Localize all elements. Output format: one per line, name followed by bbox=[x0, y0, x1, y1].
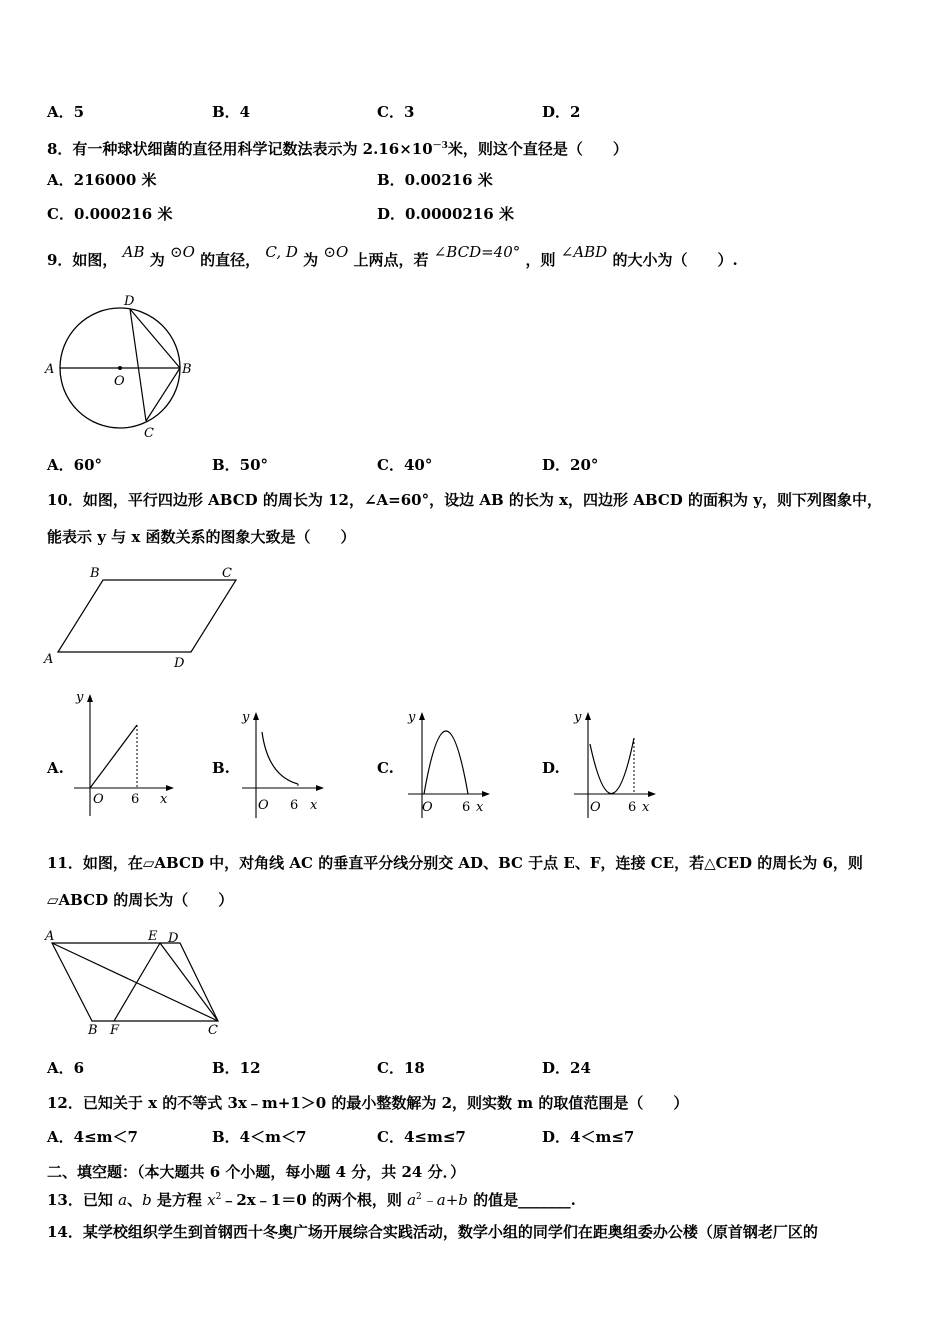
segment-ce bbox=[160, 943, 218, 1021]
label-b: B bbox=[182, 362, 192, 377]
q13-var-b: b bbox=[142, 1191, 152, 1209]
q10-graph-c bbox=[400, 706, 492, 822]
q11-stem-line2: ▱ABCD 的周长为（ ） bbox=[47, 891, 234, 909]
section-2-title: 二、填空题：（本大题共 6 个小题，每小题 4 分，共 24 分．） bbox=[47, 1163, 466, 1181]
q11-parallelogram-figure bbox=[40, 926, 230, 1038]
q8-option-b: B．0.00216 米 bbox=[377, 171, 493, 189]
q9-math-ab: AB bbox=[122, 243, 145, 261]
q10-graph-label-d: D. bbox=[542, 759, 560, 777]
q8-stem-a: 8．有一种球状细菌的直径用科学记数法表示为 2.16×10 bbox=[47, 140, 433, 158]
axis-x: x bbox=[642, 800, 650, 815]
q9-math-cd: C, D bbox=[265, 243, 298, 261]
q7-option-a: A．5 bbox=[47, 103, 85, 121]
axis-y: y bbox=[76, 690, 84, 705]
axis-x: x bbox=[476, 800, 484, 815]
q11-option-b: B．12 bbox=[212, 1059, 261, 1077]
chord-cb bbox=[146, 368, 180, 421]
q9-text-4: 为 bbox=[303, 251, 319, 269]
q12-stem: 12．已知关于 x 的不等式 3x﹣m+1＞0 的最小整数解为 2，则实数 m 的取值范围是（ ） bbox=[47, 1094, 689, 1112]
diagonal-ac bbox=[52, 943, 218, 1021]
center-dot bbox=[118, 366, 122, 370]
q7-option-c: C．3 bbox=[377, 103, 415, 121]
q13-text-3: 的值是_______. bbox=[473, 1191, 576, 1209]
q13-expr-a: a bbox=[407, 1191, 417, 1209]
q12-option-a: A．4≤m＜7 bbox=[47, 1128, 138, 1146]
q8-option-c: C．0.000216 米 bbox=[47, 205, 173, 223]
label-d: D bbox=[124, 294, 135, 309]
q10-graph-b bbox=[234, 706, 326, 822]
axis-y: y bbox=[242, 710, 250, 725]
q9-text-5: 上两点，若 bbox=[353, 251, 429, 269]
q13-sup-2: 2 bbox=[416, 1192, 422, 1202]
graph-b-curve bbox=[262, 732, 298, 784]
label-f: F bbox=[110, 1023, 120, 1038]
q8-option-a: A．216000 米 bbox=[47, 171, 157, 189]
q13-expr-rest: ﹣a+b bbox=[421, 1191, 468, 1209]
q9-math-circle-1: ⊙O bbox=[170, 243, 195, 261]
label-e: E bbox=[148, 929, 158, 944]
graph-d-curve bbox=[590, 738, 634, 794]
axis-o: O bbox=[93, 792, 104, 807]
q9-option-c: C．40° bbox=[377, 456, 433, 474]
q9-option-b: B．50° bbox=[212, 456, 269, 474]
graph-c-curve bbox=[424, 731, 468, 794]
q9-text-3: 的直径， bbox=[200, 251, 261, 269]
label-d: D bbox=[174, 656, 185, 671]
q9-math-circle-2: ⊙O bbox=[323, 243, 349, 261]
parallelogram-abcd bbox=[58, 580, 236, 652]
axis-o: O bbox=[590, 800, 601, 815]
q13-sup-1: 2 bbox=[215, 1192, 222, 1202]
q10-stem-line1: 10．如图，平行四边形 ABCD 的周长为 12，∠A=60°，设边 AB 的长为 x，四边形 ABCD 的面积为 y，则下列图象中， bbox=[47, 491, 882, 509]
axis-six: 6 bbox=[131, 792, 140, 807]
q7-option-b: B．4 bbox=[212, 103, 251, 121]
axis-y: y bbox=[574, 710, 582, 725]
q10-stem-line2: 能表示 y 与 x 函数关系的图象大致是（ ） bbox=[47, 528, 356, 546]
q9-stem bbox=[47, 240, 738, 272]
q12-option-b: B．4＜m＜7 bbox=[212, 1128, 307, 1146]
q7-option-d: D．2 bbox=[542, 103, 581, 121]
q13-text-1: 13．已知 bbox=[47, 1191, 113, 1209]
axis-six: 6 bbox=[628, 800, 637, 815]
label-c: C bbox=[222, 566, 232, 581]
q10-parallelogram-figure bbox=[40, 562, 245, 674]
label-d: D bbox=[168, 931, 179, 946]
q10-graph-label-a: A. bbox=[47, 759, 64, 777]
q13-var-a: a bbox=[118, 1191, 128, 1209]
q11-option-a: A．6 bbox=[47, 1059, 85, 1077]
q9-option-d: D．20° bbox=[542, 456, 599, 474]
label-o: O bbox=[114, 374, 125, 389]
q9-text-1: 9．如图， bbox=[47, 251, 118, 269]
q9-math-angle-abd: ∠ABD bbox=[560, 243, 608, 261]
q10-graph-a bbox=[68, 688, 176, 822]
label-a: A bbox=[45, 929, 55, 944]
label-a: A bbox=[45, 362, 55, 377]
q13-text-2: 是方程 bbox=[156, 1191, 202, 1209]
label-a: A bbox=[44, 652, 54, 667]
axis-o: O bbox=[422, 800, 433, 815]
q8-exponent: －3 bbox=[432, 141, 448, 151]
label-b: B bbox=[90, 566, 100, 581]
q8-stem bbox=[47, 136, 628, 159]
q13-stem bbox=[47, 1187, 576, 1210]
axis-x: x bbox=[310, 798, 318, 813]
label-c: C bbox=[144, 426, 154, 441]
q13-eq-x: x bbox=[207, 1191, 216, 1209]
axis-six: 6 bbox=[290, 798, 299, 813]
q8-option-d: D．0.0000216 米 bbox=[377, 205, 514, 223]
axis-o: O bbox=[258, 798, 269, 813]
q9-circle-figure bbox=[40, 290, 200, 442]
q9-option-a: A．60° bbox=[47, 456, 103, 474]
q14-stem-line1: 14．某学校组织学生到首钢西十冬奥广场开展综合实践活动，数学小组的同学们在距奥组委办公楼（原首钢老厂区的 bbox=[47, 1223, 818, 1241]
q10-graph-label-b: B. bbox=[212, 759, 230, 777]
q9-text-6: ，则 bbox=[525, 251, 556, 269]
q12-option-d: D．4＜m≤7 bbox=[542, 1128, 635, 1146]
q12-option-c: C．4≤m≤7 bbox=[377, 1128, 466, 1146]
axis-six: 6 bbox=[462, 800, 471, 815]
q10-graph-d bbox=[566, 706, 658, 822]
q9-text-7: 的大小为（ ）. bbox=[612, 251, 738, 269]
q13-eq-rest: ﹣2x﹣1＝0 的两个根，则 bbox=[221, 1191, 402, 1209]
q11-option-c: C．18 bbox=[377, 1059, 425, 1077]
q10-graph-label-c: C. bbox=[377, 759, 394, 777]
label-c: C bbox=[208, 1023, 218, 1038]
q13-sep: 、 bbox=[127, 1191, 143, 1209]
q8-stem-b: 米，则这个直径是（ ） bbox=[447, 140, 628, 158]
graph-a-line bbox=[90, 725, 137, 788]
axis-y: y bbox=[408, 710, 416, 725]
axis-x: x bbox=[160, 792, 168, 807]
perp-bisector-ef bbox=[114, 943, 160, 1021]
label-b: B bbox=[88, 1023, 98, 1038]
q11-option-d: D．24 bbox=[542, 1059, 591, 1077]
q9-text-2: 为 bbox=[149, 251, 165, 269]
q11-stem-line1: 11．如图，在▱ABCD 中，对角线 AC 的垂直平分线分别交 AD、BC 于点 E、F，连接 CE，若△CED 的周长为 6，则 bbox=[47, 854, 863, 872]
q9-math-angle-bcd: ∠BCD=40° bbox=[433, 243, 521, 261]
